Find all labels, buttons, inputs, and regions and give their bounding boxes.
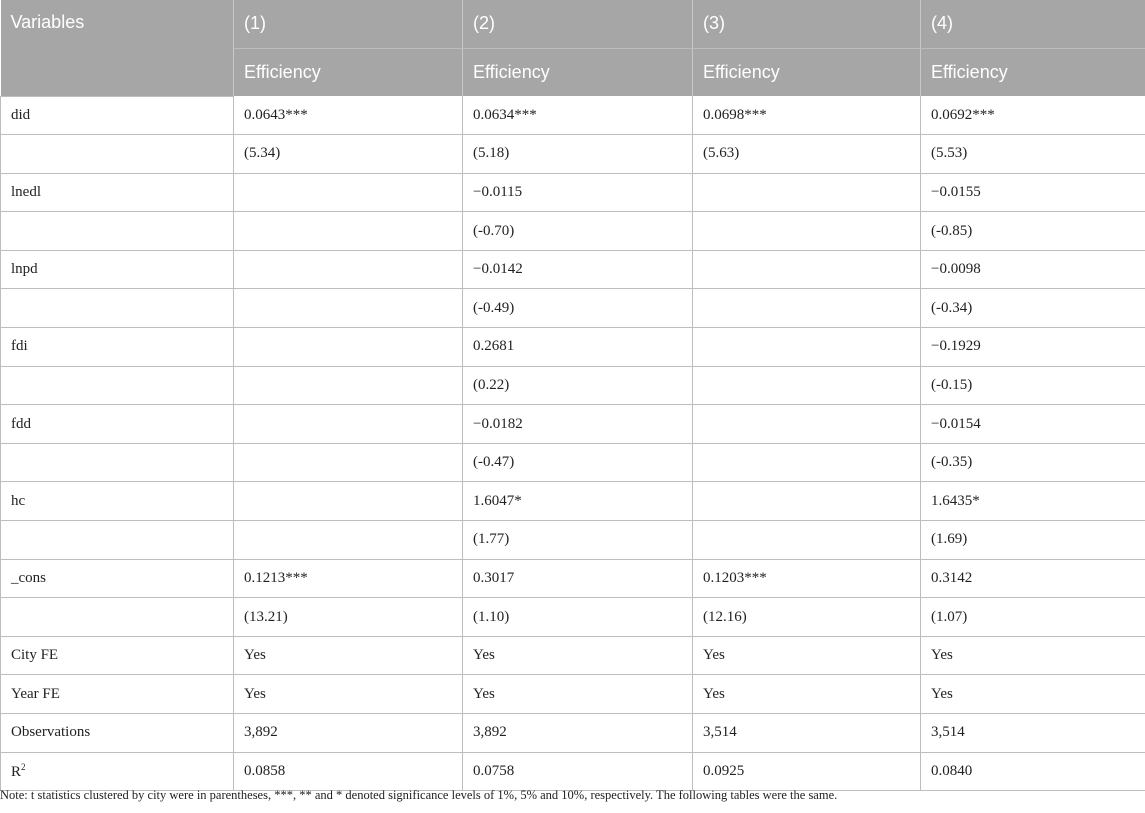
cell-col-1: 0.1213*** [234,559,463,598]
cell-col-1 [234,173,463,212]
row-label: lnedl [1,173,234,212]
cell-col-3: 0.0925 [693,752,921,791]
table-body [1,96,1145,791]
cell-col-4: Yes [921,636,1145,675]
row-label [1,366,234,405]
cell-col-4: −0.0098 [921,250,1145,289]
cell-col-3: Yes [693,636,921,675]
row-label [1,212,234,251]
header-variables: Variables [1,0,234,96]
cell-col-4: 0.0692*** [921,96,1145,135]
table-row [1,135,1145,174]
cell-col-4: (5.53) [921,135,1145,174]
cell-col-1: Yes [234,636,463,675]
cell-col-3 [693,289,921,328]
cell-col-3: 0.1203*** [693,559,921,598]
cell-col-2: (5.18) [463,135,693,174]
header-sub-3: Efficiency [693,48,921,96]
cell-col-3 [693,366,921,405]
cell-col-2: 0.0758 [463,752,693,791]
cell-col-4: −0.0154 [921,405,1145,444]
row-label [1,598,234,637]
cell-col-4: (-0.85) [921,212,1145,251]
table-row [1,752,1145,791]
table-row [1,521,1145,560]
cell-col-2: 3,892 [463,714,693,753]
cell-col-2: (0.22) [463,366,693,405]
cell-col-3 [693,328,921,367]
table-row [1,714,1145,753]
row-label: lnpd [1,250,234,289]
header-row-model-numbers [1,0,1145,48]
cell-col-1 [234,289,463,328]
row-label [1,443,234,482]
header-sub-2: Efficiency [463,48,693,96]
cell-col-2: (1.10) [463,598,693,637]
cell-col-3 [693,173,921,212]
cell-col-4: −0.0155 [921,173,1145,212]
header-col-1: (1) [234,0,463,48]
cell-col-1 [234,366,463,405]
cell-col-3 [693,212,921,251]
row-label: did [1,96,234,135]
cell-col-4: Yes [921,675,1145,714]
cell-col-4: (-0.15) [921,366,1145,405]
table-row [1,559,1145,598]
cell-col-2: −0.0142 [463,250,693,289]
cell-col-1 [234,521,463,560]
header-col-4: (4) [921,0,1145,48]
row-label: hc [1,482,234,521]
cell-col-3 [693,443,921,482]
cell-col-1: 0.0858 [234,752,463,791]
cell-col-2: (-0.70) [463,212,693,251]
row-label: fdd [1,405,234,444]
cell-col-3: Yes [693,675,921,714]
table-note: Note: t statistics clustered by city were in parentheses, ***, ** and * denoted significance levels of 1%, 5% and 10%, respectively. The following tables were the same. [0,788,838,802]
table-row [1,598,1145,637]
header-sub-4: Efficiency [921,48,1145,96]
table-row [1,289,1145,328]
table-row [1,366,1145,405]
cell-col-1: 0.0643*** [234,96,463,135]
cell-col-4: (1.69) [921,521,1145,560]
cell-col-4: (1.07) [921,598,1145,637]
row-label: Year FE [1,675,234,714]
row-label [1,289,234,328]
row-label: City FE [1,636,234,675]
table-row [1,405,1145,444]
cell-col-3 [693,521,921,560]
cell-col-1 [234,328,463,367]
cell-col-3: 0.0698*** [693,96,921,135]
cell-col-1: (5.34) [234,135,463,174]
cell-col-3 [693,405,921,444]
cell-col-2: 0.3017 [463,559,693,598]
cell-col-3: 3,514 [693,714,921,753]
table-row [1,443,1145,482]
cell-col-4: 1.6435* [921,482,1145,521]
table-row [1,675,1145,714]
table-row [1,212,1145,251]
cell-col-4: (-0.34) [921,289,1145,328]
cell-col-3 [693,482,921,521]
table-row [1,636,1145,675]
row-label [1,521,234,560]
cell-col-2: (1.77) [463,521,693,560]
cell-col-2: 0.2681 [463,328,693,367]
header-col-3: (3) [693,0,921,48]
cell-col-1: Yes [234,675,463,714]
cell-col-4: 0.3142 [921,559,1145,598]
cell-col-4: 0.0840 [921,752,1145,791]
cell-col-1 [234,443,463,482]
cell-col-1 [234,405,463,444]
cell-col-2: Yes [463,636,693,675]
cell-col-4: 3,514 [921,714,1145,753]
table-row [1,328,1145,367]
table-row [1,482,1145,521]
cell-col-3 [693,250,921,289]
table-row [1,250,1145,289]
cell-col-1: (13.21) [234,598,463,637]
row-label [1,135,234,174]
row-label-superscript: 2 [21,761,26,772]
cell-col-4: −0.1929 [921,328,1145,367]
row-label: fdi [1,328,234,367]
cell-col-1: 3,892 [234,714,463,753]
cell-col-2: −0.0115 [463,173,693,212]
table-row [1,96,1145,135]
row-label: Observations [1,714,234,753]
cell-col-1 [234,250,463,289]
cell-col-1 [234,212,463,251]
header-col-2: (2) [463,0,693,48]
row-label: _cons [1,559,234,598]
cell-col-2: 0.0634*** [463,96,693,135]
table-row [1,173,1145,212]
cell-col-1 [234,482,463,521]
cell-col-3: (12.16) [693,598,921,637]
cell-col-4: (-0.35) [921,443,1145,482]
cell-col-2: −0.0182 [463,405,693,444]
cell-col-2: 1.6047* [463,482,693,521]
cell-col-2: (-0.49) [463,289,693,328]
cell-col-2: (-0.47) [463,443,693,482]
table-header [1,0,1145,96]
header-sub-1: Efficiency [234,48,463,96]
cell-col-2: Yes [463,675,693,714]
row-label: $R^2$ [1,752,234,791]
cell-col-3: (5.63) [693,135,921,174]
